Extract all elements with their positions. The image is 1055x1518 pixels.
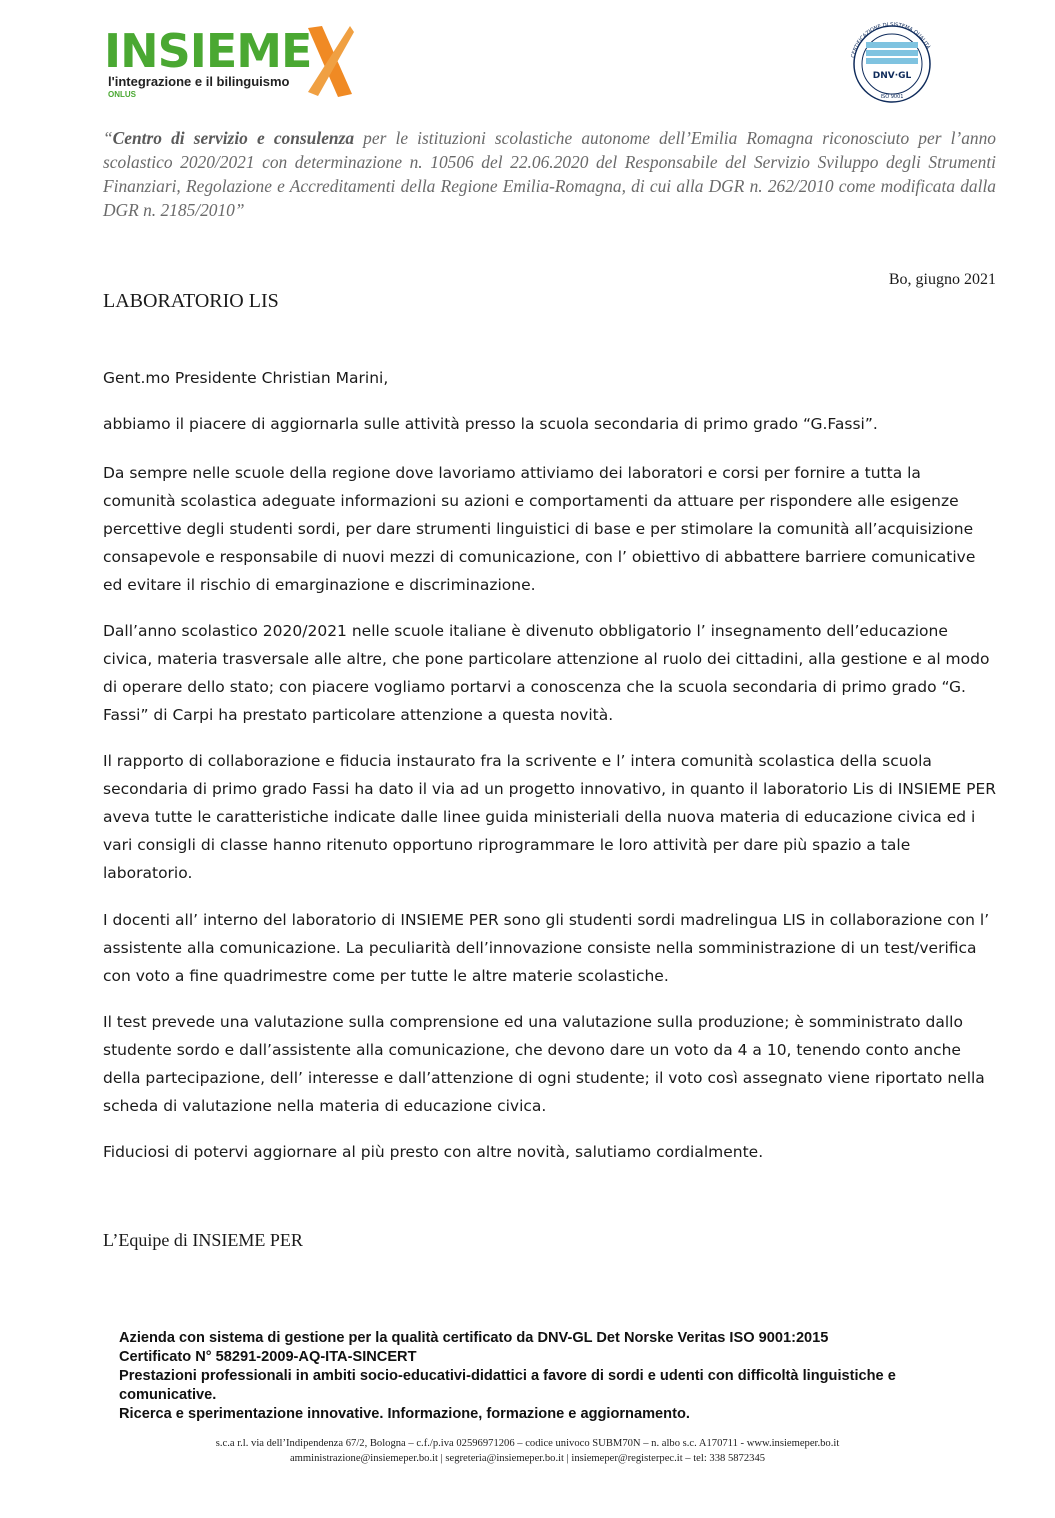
footer-contact-1: s.c.a r.l. via dell’Indipendenza 67/2, Bologna – c.f./p.iva 02596971206 – codice univoco SUBM70N – n. albo s.c. A170711 - www.insiemeper.bo.it (215, 1438, 840, 1449)
greeting: Gent.mo Presidente Christian Marini, (103, 369, 389, 387)
accreditation-text: per le istituzioni scolastiche autonome dell’Emilia Romagna riconosciuto per l’anno scolastico 2020/2021 con determinazione n. 10506 del 22.06.2020 del Responsabile del Servizio Sviluppo degli Strumenti Finanziari, Regolazione e Accreditamenti della Regione Emilia-Romagna, di cui alla DGR n. 262/2010 come modificata dalla DGR n. 2185/2010” (103, 128, 997, 220)
paragraph-1: abbiamo il piacere di aggiornarla sulle attività presso la scuola secondaria di primo grado “G.Fassi”. (103, 415, 878, 433)
paragraph-5: I docenti all’ interno del laboratorio di INSIEME PER sono gli studenti sordi madrelingua LIS in collaborazione con l’ assistente alla comunicazione. La peculiarità dell’innovazione consiste nella somministrazione di un test/verifica con voto a fine quadrimestre come per tutte le altre materie scolastiche. (103, 911, 990, 985)
signature: L’Equipe di INSIEME PER (103, 1230, 303, 1250)
dnv-gl-certification-seal (844, 20, 940, 106)
footer-certification (119, 1329, 939, 1424)
footer-line-3: Prestazioni professionali in ambiti socio-educativi-didattici a favore di sordi e udenti con difficoltà linguistiche e comunicative. (119, 1368, 896, 1403)
footer-line-1: Azienda con sistema di gestione per la qualità certificato da DNV-GL Det Norske Veritas ISO 9001:2015 (119, 1330, 829, 1346)
footer-line-2: Certificato N° 58291-2009-AQ-ITA-SINCERT (119, 1349, 417, 1365)
cert-brand: DNV·GL (872, 71, 912, 81)
cert-ring-text: CERTIFICAZIONE DI SISTEMA QUALITÀ (850, 21, 931, 59)
paragraph-2: Da sempre nelle scuole della regione dove lavoriamo attiviamo dei laboratori e corsi per fornire a tutta la comunità scolastica adeguate informazioni su azioni e comportamenti da attuare per rispondere alle esigenze percettive degli studenti sordi, per dare strumenti linguistici di base e per stimolare la comunità all’acquisizione consapevole e responsabile di nuovi mezzi di comunicazione, con l’ obiettivo di abbattere barriere comunicative ed evitare il rischio di emarginazione e discriminazione. (103, 464, 976, 594)
letter-title: LABORATORIO LIS (103, 290, 279, 312)
accreditation-lead: Centro di servizio e consulenza (112, 128, 355, 148)
logo-x-mark (304, 22, 356, 100)
accreditation-statement: “Centro di servizio e consulenza per le istituzioni scolastiche autonome dell’Emilia Romagna riconosciuto per l’anno scolastico 2020/2021 con determinazione n. 10506 del 22.06.2020 del Responsabile del Servizio Sviluppo degli Strumenti Finanziari, Regolazione e Accreditamenti della Regione Emilia-Romagna, di cui alla DGR n. 262/2010 come modificata dalla DGR n. 2185/2010” (103, 128, 997, 220)
letter-date: Bo, giugno 2021 (888, 271, 996, 288)
paragraph-6: Il test prevede una valutazione sulla comprensione ed una valutazione sulla produzione; è somministrato dallo studente sordo e dall’assistente alla comunicazione, che devono dare un voto da 4 a 10, tenendo conto anche della partecipazione, dell’ interesse e dall’attenzione di ogni studente; il voto così assegnato viene riportato nella scheda di valutazione nella materia di educazione civica. (103, 1013, 985, 1115)
footer-contact-2: amministrazione@insiemeper.bo.it | segreteria@insiemeper.bo.it | insiemeper@registerpec.it – tel: 338 5872345 (289, 1453, 766, 1464)
footer-line-4: Ricerca e sperimentazione innovative. Informazione, formazione e aggiornamento. (119, 1406, 690, 1422)
logo-name: INSIEME (104, 24, 312, 78)
paragraph-3: Dall’anno scolastico 2020/2021 nelle scuole italiane è divenuto obbligatorio l’ insegnamento dell’educazione civica, materia trasversale alle altre, che pone particolare attenzione al ruolo dei cittadini, alla gestione e al modo di operare dello stato; con piacere vogliamo portarvi a conoscenza che la scuola secondaria di primo grado “G. Fassi” di Carpi ha prestato particolare attenzione a questa novità. (103, 622, 990, 724)
logo-subtitle: ONLUS (108, 90, 136, 99)
paragraph-4: Il rapporto di collaborazione e fiducia instaurato fra la scrivente e l’ intera comunità scolastica della scuola secondaria di primo grado Fassi ha dato il via ad un progetto innovativo, in quanto il laboratorio Lis di INSIEME PER aveva tutte le caratteristiche indicate dalle linee guida ministeriali della nuova materia di educazione civica ed i vari consigli di classe hanno ritenuto opportuno riprogrammare le loro attività per dare più spazio a tale laboratorio. (103, 752, 997, 882)
logo-tagline: l'integrazione e il bilinguismo (108, 74, 290, 89)
cert-standard: ISO 9001 (880, 94, 904, 100)
insieme-logo (104, 22, 354, 102)
paragraph-7: Fiduciosi di potervi aggiornare al più presto con altre novità, salutiamo cordialmente. (103, 1143, 764, 1161)
